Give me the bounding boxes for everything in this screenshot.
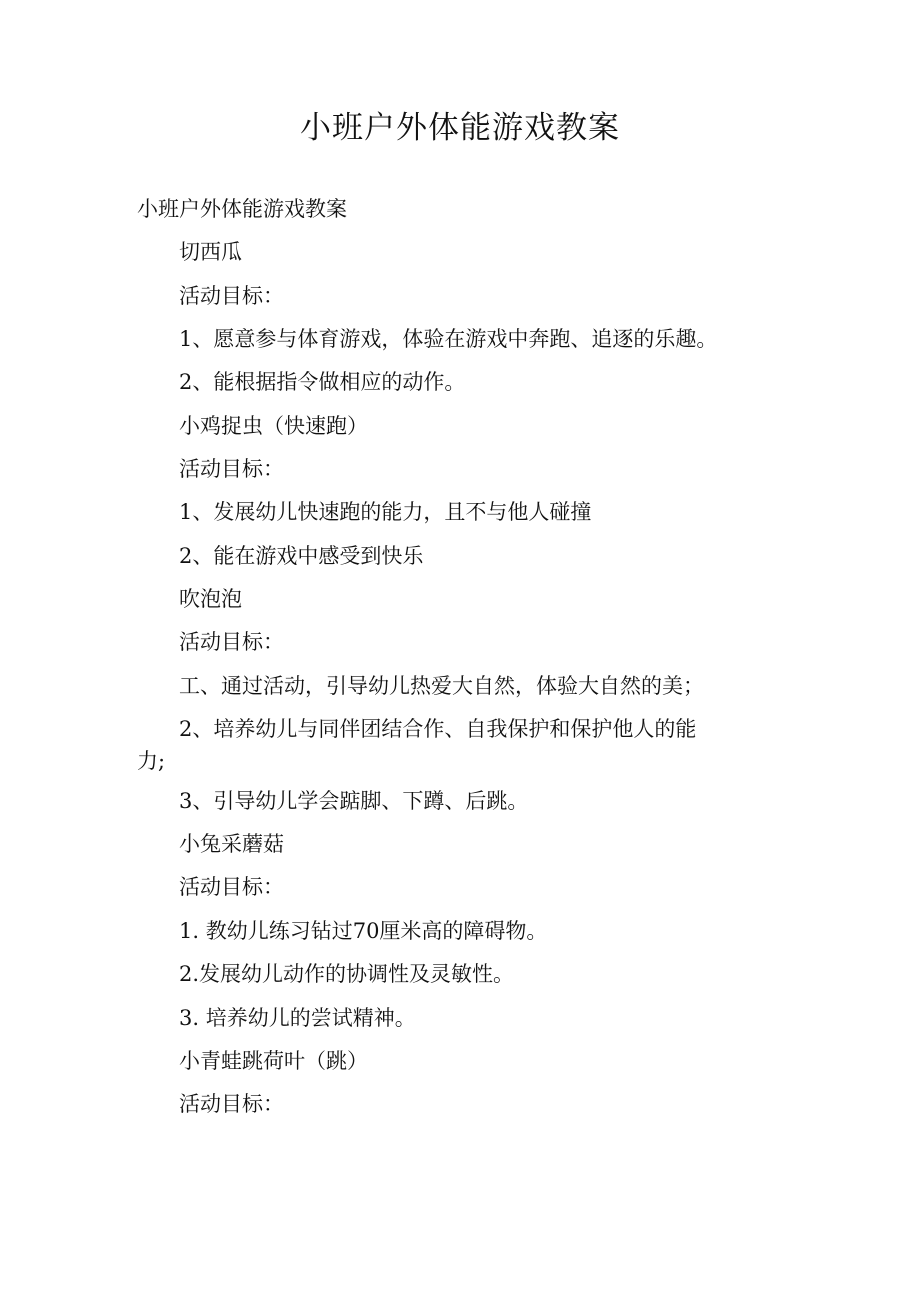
goal-label: 活动目标： (179, 284, 284, 308)
section-heading-xiaoji-zhuochong: 小鸡捉虫（快速跑） (179, 414, 368, 438)
goal-item: 2、能根据指令做相应的动作。 (179, 370, 466, 394)
section-heading-qie-xigua: 切西瓜 (179, 240, 242, 264)
goal-label: 活动目标： (179, 1092, 284, 1116)
document-title: 小班户外体能游戏教案 (300, 110, 620, 146)
goal-item-wrapped: 2、培养幼儿与同伴团结合作、自我保护和保护他人的能力; (137, 717, 697, 773)
goal-label: 活动目标： (179, 875, 284, 899)
section-heading-chui-paopao: 吹泡泡 (179, 587, 242, 611)
goal-label: 活动目标： (179, 630, 284, 654)
goal-item: 1、发展幼儿快速跑的能力，且不与他人碰撞 (179, 500, 592, 524)
goal-item: 2.发展幼儿动作的协调性及灵敏性。 (179, 962, 515, 986)
goal-item: 3. 培养幼儿的尝试精神。 (179, 1006, 416, 1030)
goal-item: 3、引导幼儿学会踮脚、下蹲、后跳。 (179, 789, 529, 813)
document-subtitle: 小班户外体能游戏教案 (137, 197, 347, 221)
goal-item: 1、愿意参与体育游戏，体验在游戏中奔跑、追逐的乐趣。 (179, 327, 718, 351)
goal-item: 工、通过活动，引导幼儿热爱大自然，体验大自然的美； (179, 674, 704, 698)
section-heading-xiao-qingwa: 小青蛙跳荷叶（跳） (179, 1049, 368, 1073)
goal-item: 2、能在游戏中感受到快乐 (179, 544, 424, 568)
section-heading-xiaotu-cai-mogu: 小兔采蘑菇 (179, 832, 284, 856)
goal-label: 活动目标： (179, 457, 284, 481)
goal-item: 1. 教幼儿练习钻过70厘米高的障碍物。 (179, 919, 548, 943)
